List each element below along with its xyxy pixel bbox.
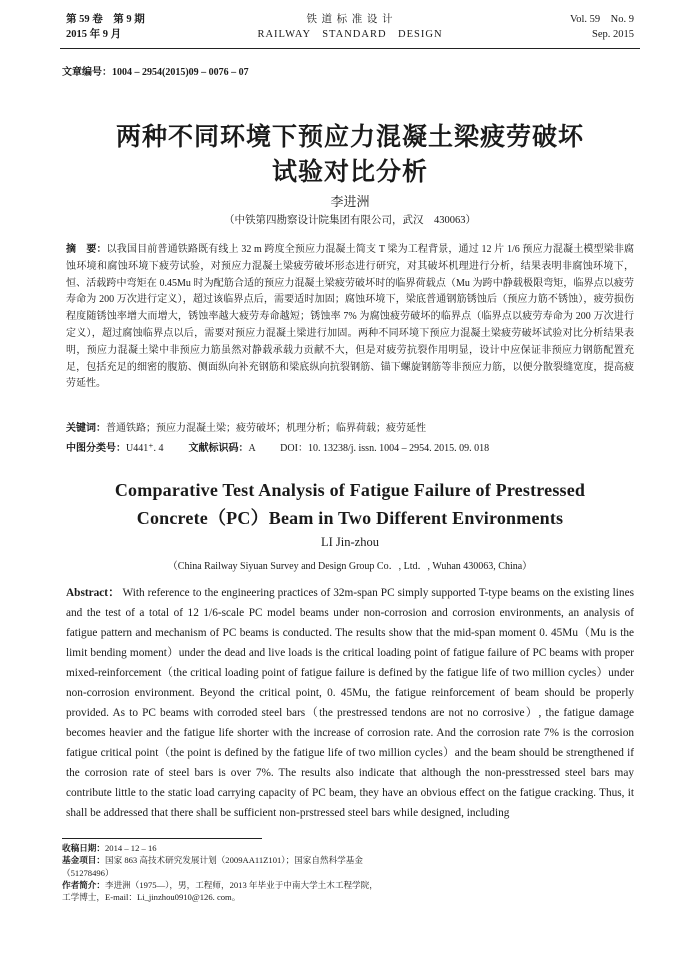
english-title-line2: Concrete（PC）Beam in Two Different Environments <box>136 508 564 528</box>
chinese-title-line1: 两种不同环境下预应力混凝土梁疲劳破坏 <box>115 124 584 151</box>
english-title-line1: Comparative Test Analysis of Fatigue Failure of Prestressed <box>114 480 586 500</box>
footnote-received <box>62 842 382 854</box>
author-bio-label: 作者简介： <box>62 879 105 890</box>
chinese-abstract-text: 以我国目前普通铁路既有线上 32 m 跨度全预应力混凝土简支 T 梁为工程背景，通过 12 片 1/6 预应力混凝土模型梁非腐蚀环境和腐蚀环境下疲劳试验，对预应力混凝土梁疲劳破坏形态进行研究，对其破坏机理进行分析，结果表明非腐蚀环境下，恒、活载跨中弯矩在 0.45Mu 时为配筋合适的预应力混凝土梁疲劳破坏时的临界荷载点（Mu 为跨中静载极限弯矩，临界点以疲劳寿命为 200 万次进行定义），超过该临界点后，需要适时加固；腐蚀环境下，梁底普通钢筋锈蚀后（预应力筋不锈蚀），疲劳损伤程度随锈蚀率增大而增大，锈蚀率越大疲劳寿命越短；锈蚀率 7% 为腐蚀疲劳破坏的临界点（临界点以疲劳寿命为 200 万次进行定义），超过腐蚀临界点以后，需要对预应力混凝土梁进行加固。两种不同环境下预应力混凝土梁疲劳破坏试验对比分析结果表明，预应力混凝土梁中非预应力筋虽然对静载承载力贡献不大，但是对疲劳抗裂作用明显，设计中应保证非预应力钢筋配置充足，包括充足的细密的腹筋、侧面纵向补充钢筋和梁底纵向抗裂钢筋、锚下螺旋钢筋等非预应力筋，以便分散裂缝宽度，提高疲劳延性。 <box>66 244 635 390</box>
clc-label: 中图分类号： <box>66 443 126 454</box>
received-label: 收稿日期： <box>62 843 105 853</box>
english-author: LI Jin-zhou <box>321 535 379 549</box>
header-journal-en: RAILWAY STANDARD DESIGN <box>257 29 443 40</box>
chinese-title-line2: 试验对比分析 <box>271 159 428 186</box>
english-abstract <box>66 583 634 823</box>
header-vol-no: Vol. 59 No. 9 <box>570 14 634 25</box>
header-date-en: Sep. 2015 <box>592 29 634 40</box>
footnote-author-bio <box>62 879 382 904</box>
doi-label: DOI： <box>280 443 308 454</box>
header-journal-cn: 铁 道 标 准 设 计 <box>306 14 394 25</box>
header-volume: 第 59 卷 第 9 期 <box>66 14 145 25</box>
classification-line <box>66 441 634 456</box>
author-bio-text: 李进洲（1975—），男，工程师，2013 年毕业于中南大学土木工程学院，工学博士，E-mail：Li_jinzhou0910@126. com。 <box>62 879 378 903</box>
clc-value: U441⁺. 4 <box>126 443 164 454</box>
header-volume-en <box>570 12 634 42</box>
doc-code-value: A <box>248 443 256 454</box>
keywords-text: 普通铁路；预应力混凝土梁；疲劳破坏；机理分析；临界荷载；疲劳延性 <box>106 423 426 434</box>
chinese-abstract <box>66 242 634 393</box>
doc-code-label: 文献标识码： <box>188 443 249 454</box>
english-affiliation: （China Railway Siyuan Survey and Design Group Co．, Ltd．, Wuhan 430063, China） <box>167 561 533 572</box>
header-date-cn: 2015 年 9 月 <box>66 29 122 40</box>
header-rule <box>60 48 640 49</box>
footnote-rule <box>62 838 262 839</box>
chinese-author: 李进洲 <box>330 194 370 209</box>
fund-text: 国家 863 高技术研究发展计划（2009AA11Z101）；国家自然科学基金（51278496） <box>62 855 363 878</box>
english-abstract-label: Abstract： <box>66 587 120 599</box>
footnote <box>62 842 382 903</box>
english-abstract-text: With reference to the engineering practices of 32m-span PC simply supported T-type beams on the existing lines and the test of a total of 12 1/6-scale PC model beams under non-corrosion and corrosion environments, an analysis of fatigue pattern and mechanism of PC beams is conducted. The results show that the mid-span moment 0. 45Mu（Mu is the limit bending moment）under the dead and live loads is the critical loading point of fatigue failure of PC beams with proper mixed-reinforcement（the critical loading point of fatigue failure is defined by the fatigue life of two million cycles）under non-corrosion environment. Beyond the critical point, 0. 45Mu, the fatigue reinforcement of beam should be properly provided. As to PC beams with corroded steel bars（the prestressed tendons are not no corrosive）, the fatigue damage becomes heavier and the fatigue life shorter with the increase of corrosion rate. And the corrosion rate 7% is the corrosion fatigue critical point（the point is defined by the fatigue life of two million cycles）and the beam should be strengthened if the corrosion rate of steel bars is over 7%. The results also indicate that although the non-presstressed steel bars may contribute little to the static load carrying capacity of PC beam, they have an obvious effect on the fatigue cracking. Thus, it shall be addressed that there shall be sufficient non-prstressed steel bars while designed, including <box>66 587 634 819</box>
article-number <box>62 63 249 78</box>
article-number-value: 1004 – 2954(2015)09 – 0076 – 07 <box>112 67 249 78</box>
footnote-fund <box>62 854 382 879</box>
fund-label: 基金项目： <box>62 855 105 866</box>
received-date: 2014 – 12 – 16 <box>104 843 157 853</box>
article-number-label: 文章编号： <box>62 67 112 78</box>
chinese-abstract-label: 摘 要： <box>66 244 107 255</box>
doi-value: 10. 13238/j. issn. 1004 – 2954. 2015. 09. 018 <box>307 443 490 454</box>
chinese-keywords <box>66 421 634 436</box>
keywords-label: 关键词： <box>66 423 106 434</box>
chinese-affiliation: （中铁第四勘察设计院集团有限公司，武汉 430063） <box>224 215 476 226</box>
